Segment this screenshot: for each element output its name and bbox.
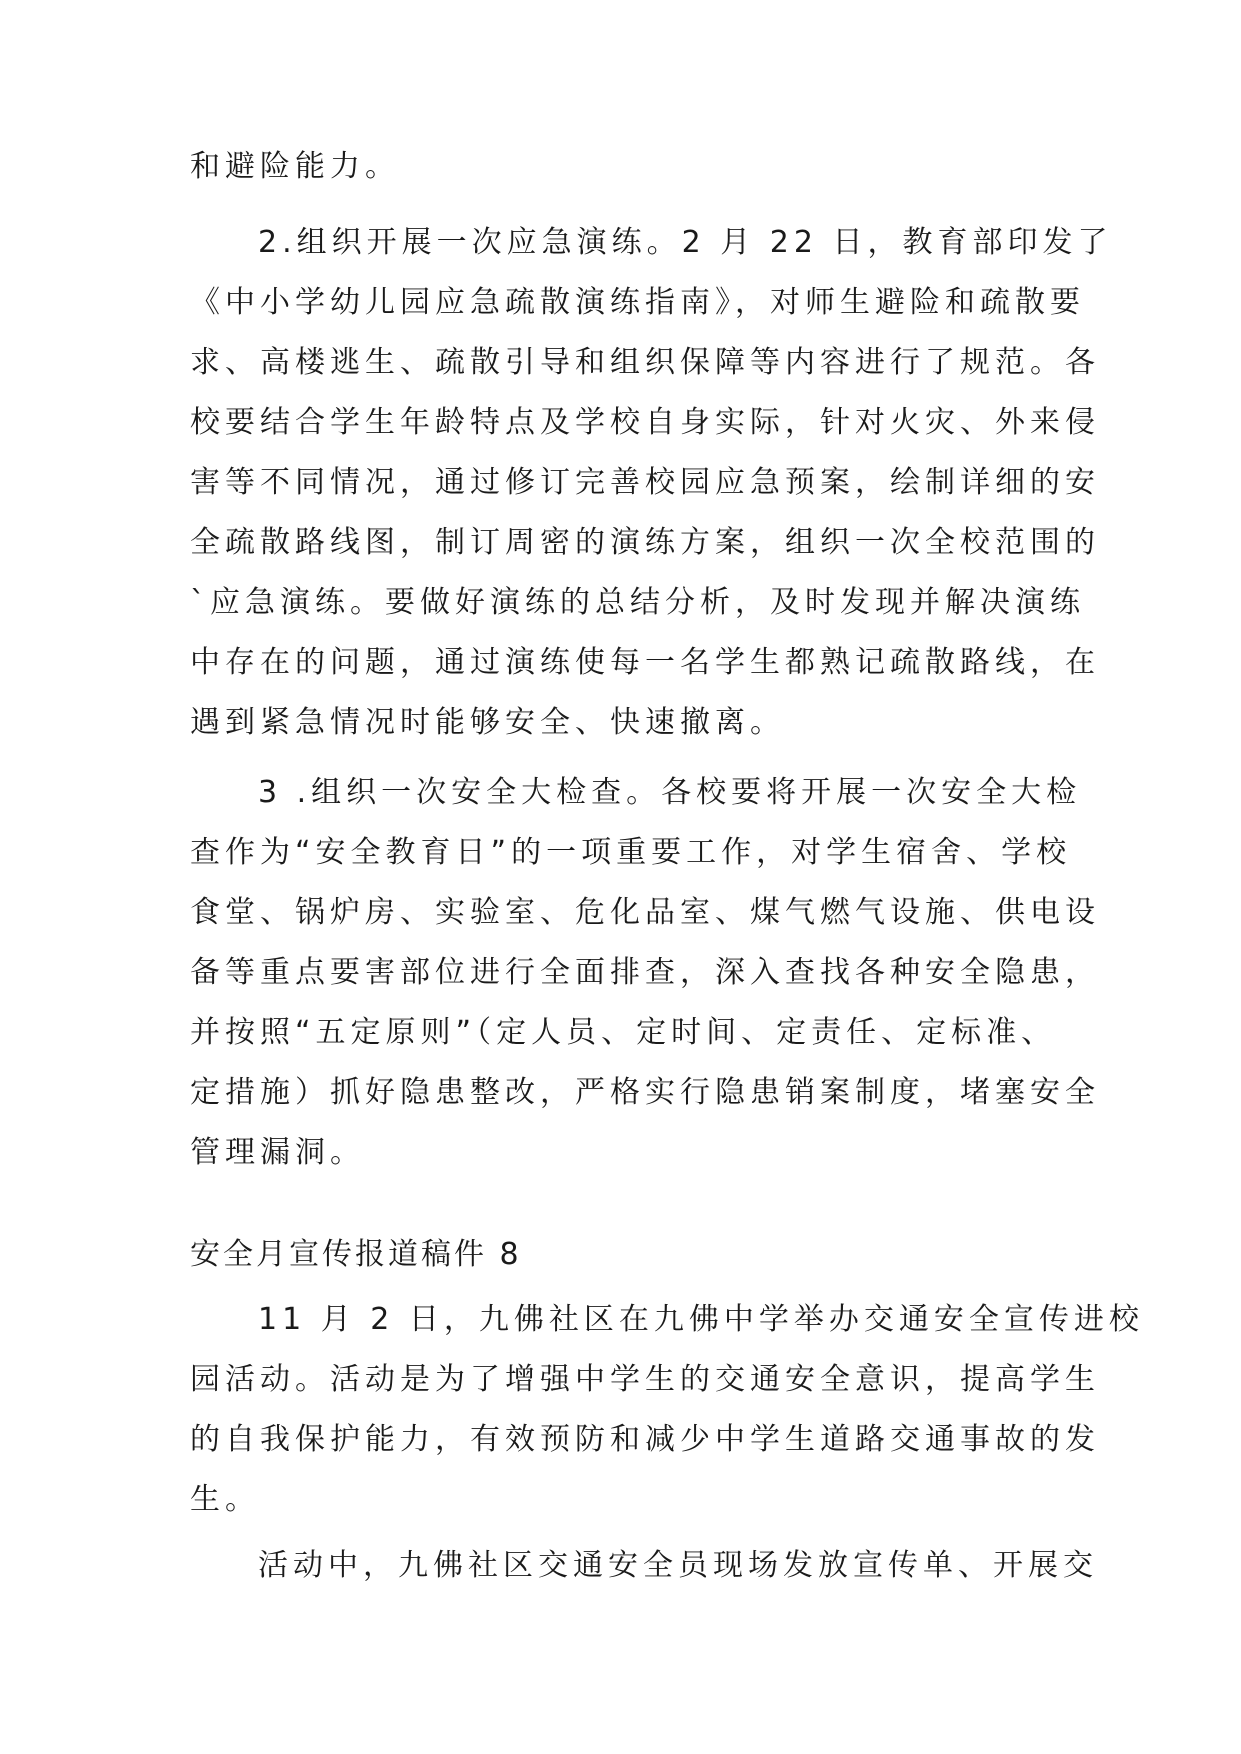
text-line: 《中小学幼儿园应急疏散演练指南》，对师生避险和疏散要 (190, 285, 1085, 320)
text-line: 和避险能力。 (190, 149, 400, 184)
text-line: 11 月 2 日，九佛社区在九佛中学举办交通安全宣传进校 (258, 1302, 1144, 1337)
text-line: `应急演练。要做好演练的总结分析，及时发现并解决演练 (190, 585, 1085, 620)
text-line: 遇到紧急情况时能够安全、快速撤离。 (190, 705, 785, 740)
text-line: 食堂、锅炉房、实验室、危化品室、煤气燃气设施、供电设 (190, 895, 1100, 930)
text-line: 备等重点要害部位进行全面排查，深入查找各种安全隐患， (190, 955, 1100, 990)
text-line: 并按照“五定原则”（定人员、定时间、定责任、定标准、 (190, 1015, 1057, 1050)
text-line: 管理漏洞。 (190, 1135, 365, 1170)
text-line: 园活动。活动是为了增强中学生的交通安全意识，提高学生 (190, 1362, 1100, 1397)
text-line: 求、高楼逃生、疏散引导和组织保障等内容进行了规范。各 (190, 345, 1100, 380)
text-line: 的自我保护能力，有效预防和减少中学生道路交通事故的发 (190, 1422, 1100, 1457)
text-line: 2.组织开展一次应急演练。2 月 22 日，教育部印发了 (258, 225, 1113, 260)
text-line: 活动中，九佛社区交通安全员现场发放宣传单、开展交 (258, 1548, 1098, 1583)
text-line: 生。 (190, 1482, 260, 1517)
section-heading: 安全月宣传报道稿件 8 (190, 1237, 522, 1272)
text-line: 定措施）抓好隐患整改，严格实行隐患销案制度，堵塞安全 (190, 1075, 1100, 1110)
text-line: 害等不同情况，通过修订完善校园应急预案，绘制详细的安 (190, 465, 1100, 500)
document-page (190, 0, 1144, 1754)
text-line: 中存在的问题，通过演练使每一名学生都熟记疏散路线，在 (190, 645, 1100, 680)
text-line: 校要结合学生年龄特点及学校自身实际，针对火灾、外来侵 (190, 405, 1100, 440)
text-line: 3 .组织一次安全大检查。各校要将开展一次安全大检 (258, 775, 1082, 810)
text-line: 全疏散路线图，制订周密的演练方案，组织一次全校范围的 (190, 525, 1100, 560)
text-line: 查作为“安全教育日”的一项重要工作，对学生宿舍、学校 (190, 835, 1072, 870)
